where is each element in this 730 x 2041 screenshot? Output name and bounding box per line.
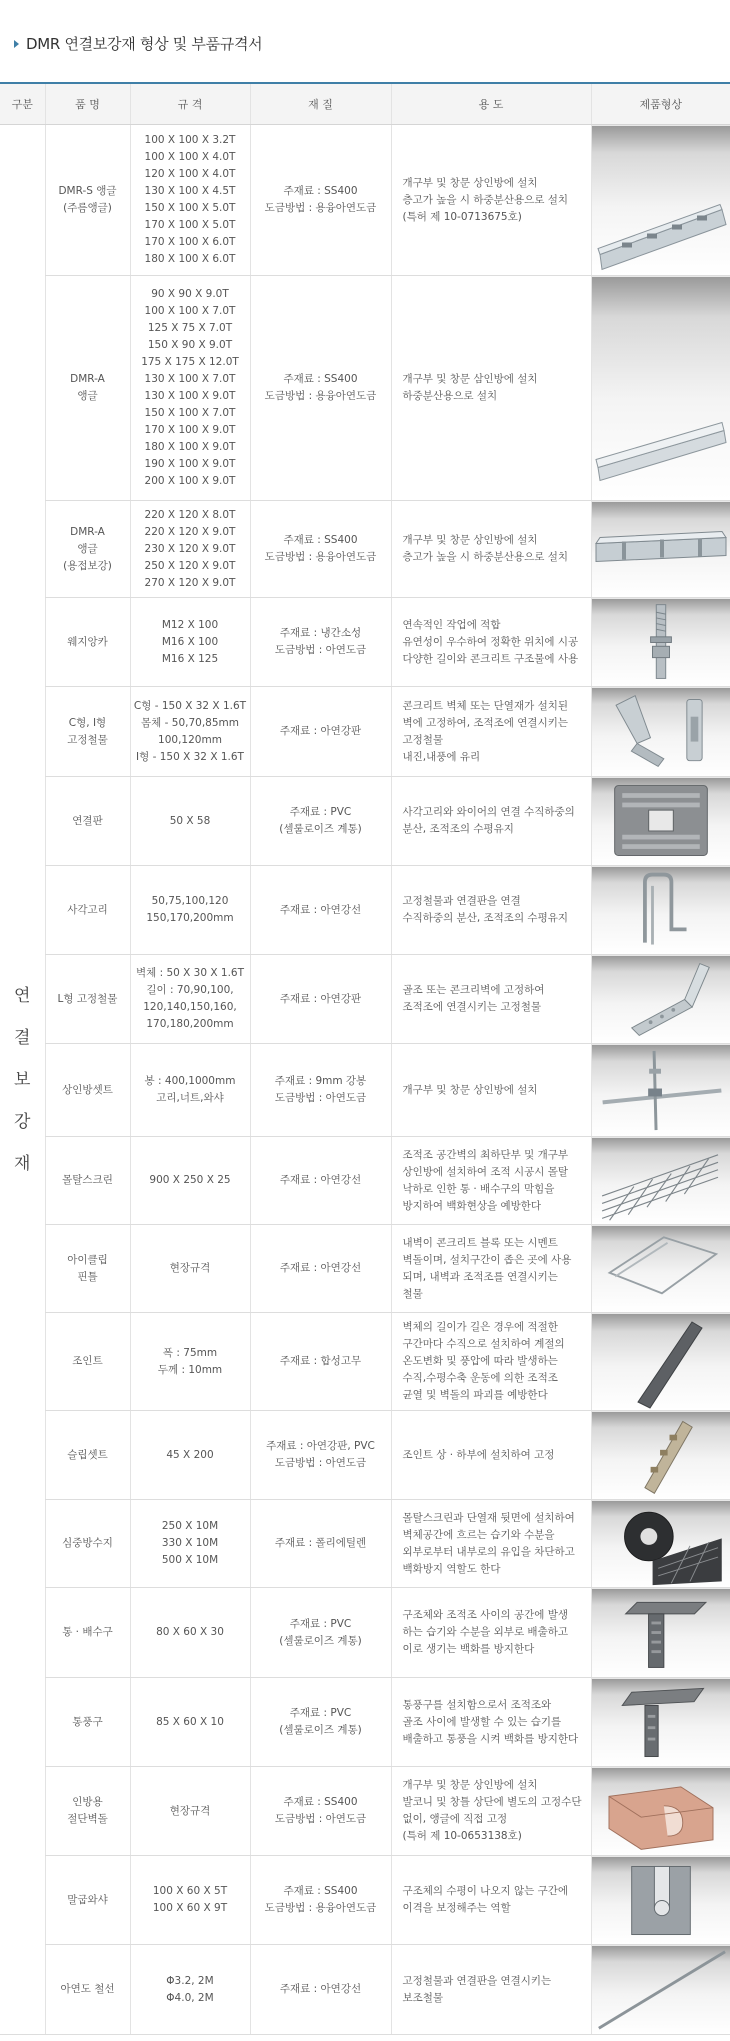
mortar-screen-icon [592,1138,730,1224]
material-cell-text: 주재료 : PVC (셀룰로이즈 계통) [279,1707,362,1736]
spec-cell-text: 85 X 60 X 10 [156,1715,224,1728]
spec-cell-text: C형 - 150 X 32 X 1.6T 몸체 - 50,70,85mm 100,120mm I형 - 150 X 32 X 1.6T [133,699,247,763]
product-name-cell-text: DMR-S 앵글 (주름앵글) [58,185,117,214]
category-cell [0,125,45,2035]
usage-cell-text: 구조체와 조적조 사이의 공간에 발생 하는 습기와 수분을 외부로 배출하고 이로 생기는 백화를 방지한다 [402,1609,568,1655]
product-name-cell [45,1945,130,2035]
product-name-cell [45,1044,130,1137]
table-row [0,1044,730,1137]
spec-table-body [0,125,730,2035]
spec-cell-text: 봉 : 400,1000mm 고리,너트,와샤 [144,1075,236,1104]
product-image-cell [591,687,730,777]
table-row [0,1137,730,1225]
usage-cell-text: 개구부 및 창문 상인방에 설치 발코니 및 창틀 상단에 별도의 고정수단 없이, 앵글에 직접 고정 (특허 제 10-0653138호) [402,1779,582,1842]
product-name-cell [45,1225,130,1313]
product-name-cell [45,1856,130,1945]
spec-cell-text: 220 X 120 X 8.0T 220 X 120 X 9.0T 230 X 120 X 9.0T 250 X 120 X 9.0T 270 X 120 X 9.0T [144,508,236,589]
material-cell-text: 주재료 : PVC (셀룰로이즈 계통) [279,1617,362,1647]
connector-plate-icon [592,778,730,865]
material-cell [250,1945,391,2035]
product-name-cell-text: 조인트 [72,1355,103,1367]
product-image-cell [591,125,730,276]
header-category: 구분 [0,84,45,125]
product-name-cell [45,777,130,866]
table-row [0,1411,730,1500]
spec-cell [130,955,250,1044]
welded-angle-icon [592,502,730,597]
vent-drain-icon [592,1589,730,1677]
l-bracket-icon [592,956,730,1043]
usage-cell-text: 사각고리와 와이어의 연결 수직하중의 분산, 조적조의 수평유지 [402,806,575,835]
spec-cell-text: 현장규격 [169,1262,211,1274]
table-row [0,1500,730,1588]
product-image-cell [591,1225,730,1313]
product-name-cell-text: DMR-A 앵글 (용접보강) [63,525,112,572]
usage-cell-text: 개구부 및 창문 삼인방에 설치 하중분산용으로 설치 [402,373,538,402]
usage-cell-text: 개구부 및 창문 상인방에 설치 층고가 높을 시 하중분산용으로 설치 (특허 제 10-0713675호) [402,176,568,223]
page-title: DMR 연결보강재 형상 및 부품규격서 [26,35,263,53]
product-image-cell [591,1411,730,1500]
material-cell [250,955,391,1044]
product-name-cell-text: 웨지앙카 [67,635,108,648]
material-cell-text: 주재료 : 아연강판, PVC 도금방법 : 아연도금 [266,1440,375,1469]
spec-cell [130,1313,250,1411]
table-row [0,1313,730,1411]
header-usage: 용 도 [391,84,591,125]
product-name-cell-text: 연결판 [72,814,103,827]
category-char: 강 [14,1111,31,1132]
material-cell-text: 주재료 : 아연강선 [279,1983,362,1995]
table-row [0,1767,730,1856]
product-name-cell-text: DMR-A 앵글 [70,373,105,402]
material-cell [250,501,391,598]
product-name-cell [45,1137,130,1225]
product-name-cell-text: 슬립셋트 [67,1448,108,1461]
material-cell-text: 주재료 : SS400 도금방법 : 용융아연도금 [264,185,377,214]
spec-cell-text: 90 X 90 X 9.0T 100 X 100 X 7.0T 125 X 75 X 7.0T 150 X 90 X 9.0T 175 X 175 X 12.0T 130 X 100 X 7.0T 130 X 100 X 9.0T 150 X 100 X 7.0T 170 X 100 X 9.0T 180 X 100 X 9.0T 190 X 100 X 9.0T 200 X 100 X 9.0T [141,288,239,487]
spec-cell [130,1588,250,1678]
usage-cell-text: 골조 또는 콘크리벽에 고정하여 조적조에 연결시키는 고정철물 [402,984,545,1013]
usage-cell [391,1678,591,1767]
product-image-cell [591,777,730,866]
header-image: 제품형상 [591,84,730,125]
usage-cell-text: 고정철물과 연결판을 연결 수직하중의 분산, 조적조의 수평유지 [402,895,568,924]
usage-cell-text: 통풍구를 설치함으로서 조적조와 골조 사이에 발생할 수 있는 습기를 배출하고 통풍을 시켜 백화를 방지한다 [402,1698,579,1745]
product-name-cell-text: L형 고정철물 [57,992,118,1005]
product-name-cell-text: 상인방셋트 [62,1083,113,1096]
usage-cell [391,1767,591,1856]
material-cell [250,1313,391,1411]
cut-brick-icon [592,1768,730,1855]
title-marker-icon [14,40,19,48]
product-name-cell [45,598,130,687]
product-name-cell-text: 말굽와샤 [67,1893,108,1906]
category-char: 재 [14,1153,31,1174]
usage-cell [391,276,591,501]
spec-cell [130,866,250,955]
product-name-cell [45,1411,130,1500]
spec-cell [130,276,250,501]
usage-cell-text: 콘크리트 벽체 또는 단열재가 설치된 벽에 고정하여, 조적조에 연결시키는 고정철물 내진,내풍에 유리 [402,699,568,763]
usage-cell [391,777,591,866]
product-name-cell-text: 아이클립 핀틀 [67,1253,108,1283]
title-bar [0,0,730,84]
material-cell-text: 주재료 : 아연강판 [279,992,362,1005]
material-cell [250,1411,391,1500]
usage-cell [391,1500,591,1588]
usage-cell-text: 고정철물과 연결판을 연결시키는 보조철물 [402,1974,552,2004]
material-cell [250,866,391,955]
horseshoe-washer-icon [592,1857,730,1944]
material-cell-text: 주재료 : SS400 도금방법 : 아연도금 [274,1796,367,1825]
table-row [0,866,730,955]
product-name-cell [45,687,130,777]
material-cell-text: 주재료 : 아연강선 [279,1262,362,1274]
usage-cell [391,687,591,777]
table-row [0,125,730,276]
joint-strip-icon [592,1314,730,1410]
table-row [0,276,730,501]
steel-wire-icon [592,1946,730,2034]
material-cell-text: 주재료 : 폴리에틸렌 [274,1537,367,1549]
product-name-cell [45,1588,130,1678]
usage-cell-text: 개구부 및 창문 상인방에 설치 층고가 높을 시 하중분산용으로 설치 [402,534,568,563]
material-cell-text: 주재료 : 아연강선 [279,903,362,916]
table-row [0,1678,730,1767]
product-name-cell-text: 통풍구 [72,1715,103,1728]
product-image-cell [591,1856,730,1945]
usage-cell [391,125,591,276]
product-name-cell [45,1767,130,1856]
spec-cell [130,1945,250,2035]
product-image-cell [591,501,730,598]
spec-cell-text: 250 X 10M 330 X 10M 500 X 10M [161,1520,219,1566]
spec-cell-text: M12 X 100 M16 X 100 M16 X 125 [161,618,219,665]
usage-cell [391,1225,591,1313]
material-cell [250,125,391,276]
spec-cell [130,1411,250,1500]
table-row [0,687,730,777]
material-cell-text: 주재료 : 냉간소성 도금방법 : 아연도금 [274,627,367,656]
table-row [0,1588,730,1678]
product-image-cell [591,1044,730,1137]
material-cell [250,1500,391,1588]
material-cell [250,687,391,777]
product-image-cell [591,955,730,1044]
usage-cell [391,1044,591,1137]
spec-cell-text: 50,75,100,120 150,170,200mm [146,895,234,924]
spec-cell [130,1137,250,1225]
spec-cell-text: 벽체 : 50 X 30 X 1.6T 길이 : 70,90,100, 120,140,150,160, 170,180,200mm [135,967,245,1030]
spec-cell-text: 45 X 200 [166,1448,214,1461]
product-image-cell [591,1137,730,1225]
table-row [0,1225,730,1313]
material-cell-text: 주재료 : SS400 도금방법 : 용융아연도금 [264,373,377,402]
header-spec: 규 격 [130,84,250,125]
usage-cell [391,1313,591,1411]
product-image-cell [591,1588,730,1678]
material-cell [250,1588,391,1678]
usage-cell [391,501,591,598]
usage-cell [391,955,591,1044]
material-cell [250,1137,391,1225]
spec-cell [130,1044,250,1137]
usage-cell-text: 연속적인 작업에 적합 유연성이 우수하여 정확한 위치에 시공 다양한 길이와 콘크리트 구조물에 사용 [402,618,579,665]
product-image-cell [591,598,730,687]
usage-cell [391,1411,591,1500]
material-cell-text: 주재료 : 9mm 강봉 도금방법 : 아연도금 [274,1075,367,1104]
usage-cell-text: 구조체의 수평이 나오지 않는 구간에 이격을 보정해주는 역할 [402,1885,568,1914]
usage-cell [391,1588,591,1678]
title-wrap [14,33,262,54]
usage-cell [391,1856,591,1945]
product-name-cell [45,1500,130,1588]
usage-cell [391,1945,591,2035]
product-name-cell-text: C형, I형 고정철물 [67,716,108,746]
spec-cell [130,125,250,276]
product-name-cell-text: 아연도 철선 [60,1983,115,1995]
material-cell [250,1767,391,1856]
usage-cell [391,598,591,687]
spec-cell [130,1767,250,1856]
material-cell-text: 주재료 : SS400 도금방법 : 용융아연도금 [264,1885,377,1914]
product-image-cell [591,1678,730,1767]
material-cell [250,1044,391,1137]
header-material: 재 질 [250,84,391,125]
table-row [0,501,730,598]
product-name-cell [45,1313,130,1411]
product-name-cell [45,955,130,1044]
spec-cell-text: 900 X 250 X 25 [149,1174,231,1186]
usage-cell-text: 조적조 공간벽의 최하단부 및 개구부 상인방에 설치하여 조적 시공시 몰탈 낙하로 인한 통 · 배수구의 막힘을 방지하여 백화현상을 예방한다 [402,1148,568,1212]
product-image-cell [591,1767,730,1856]
usage-cell-text: 몰탈스크린과 단열재 뒷면에 설치하여 벽체공간에 흐르는 습기와 수분을 외부로부터 내부로의 유입을 차단하고 백화방지 역할도 한다 [402,1511,575,1575]
spec-cell-text: 폭 : 75mm 두께 : 10mm [157,1346,223,1376]
product-name-cell-text: 사각고리 [67,903,108,916]
angle-icon [592,277,730,500]
material-cell [250,1678,391,1767]
table-row [0,777,730,866]
product-name-cell-text: 통 · 배수구 [62,1626,113,1638]
material-cell [250,777,391,866]
lintel-set-icon [592,1045,730,1136]
material-cell [250,598,391,687]
product-name-cell [45,1678,130,1767]
product-image-cell [591,276,730,501]
table-row [0,1856,730,1945]
table-row [0,955,730,1044]
material-cell-text: 주재료 : 합성고무 [279,1355,362,1367]
spec-cell-text: 100 X 60 X 5T 100 X 60 X 9T [152,1885,228,1914]
usage-cell-text: 벽체의 길이가 길은 경우에 적절한 구간마다 수직으로 설치하여 계절의 온도변화 및 풍압에 따라 발생하는 수직,수평수축 운동에 의한 조적조 균열 및 벽돌의 파괴를 예방한다 [402,1321,565,1401]
product-name-cell-text: 몰탈스크린 [62,1174,113,1186]
product-image-cell [591,866,730,955]
product-name-cell [45,276,130,501]
table-header-row [0,84,730,125]
material-cell-text: 주재료 : PVC (셀룰로이즈 계통) [279,806,362,835]
material-cell-text: 주재료 : 아연강선 [279,1174,362,1186]
spec-cell [130,1225,250,1313]
eye-clip-pintle-icon [592,1226,730,1312]
spec-cell [130,1856,250,1945]
product-image-cell [591,1500,730,1588]
product-name-cell [45,501,130,598]
usage-cell-text: 내벽이 콘크리트 블록 또는 시멘트 벽돌이며, 설치구간이 좁은 곳에 사용 되며, 내벽과 조적조를 연결시키는 철물 [402,1236,572,1300]
slip-set-icon [592,1412,730,1499]
table-row [0,1945,730,2035]
usage-cell [391,1137,591,1225]
product-name-cell-text: 인방용 절단벽돌 [67,1796,108,1825]
material-cell [250,1225,391,1313]
category-char: 결 [14,1027,31,1048]
spec-cell [130,777,250,866]
spec-cell-text: 50 X 58 [169,814,211,827]
material-cell [250,276,391,501]
spec-cell [130,1500,250,1588]
material-cell [250,1856,391,1945]
corrugated-angle-icon [592,126,730,275]
usage-cell-text: 조인트 상 · 하부에 설치하여 고정 [402,1448,555,1461]
usage-cell-text: 개구부 및 창문 상인방에 설치 [402,1083,538,1096]
product-name-cell [45,125,130,276]
spec-table [0,84,730,2035]
air-vent-icon [592,1679,730,1766]
header-name: 품 명 [45,84,130,125]
category-char: 보 [14,1069,31,1090]
square-hook-icon [592,867,730,954]
product-image-cell [591,1945,730,2035]
category-char: 연 [14,985,31,1006]
spec-cell [130,501,250,598]
spec-cell-text: 80 X 60 X 30 [156,1626,224,1638]
spec-cell [130,598,250,687]
spec-cell-text: 100 X 100 X 3.2T 100 X 100 X 4.0T 120 X 100 X 4.0T 130 X 100 X 4.5T 150 X 100 X 5.0T 170 X 100 X 5.0T 170 X 100 X 6.0T 180 X 100 X 6.0T [144,134,236,265]
product-name-cell [45,866,130,955]
product-name-cell-text: 심중방수지 [62,1537,113,1549]
waterproof-sheet-icon [592,1501,730,1587]
usage-cell [391,866,591,955]
spec-cell-text: Φ3.2, 2M Φ4.0, 2M [166,1974,214,2004]
material-cell-text: 주재료 : 아연강판 [279,725,362,737]
wedge-anchor-icon [592,599,730,686]
spec-cell-text: 현장규격 [169,1804,211,1817]
spec-cell [130,687,250,777]
table-row [0,598,730,687]
bracket-icon [592,688,730,776]
material-cell-text: 주재료 : SS400 도금방법 : 용융아연도금 [264,534,377,563]
product-image-cell [591,1313,730,1411]
spec-cell [130,1678,250,1767]
